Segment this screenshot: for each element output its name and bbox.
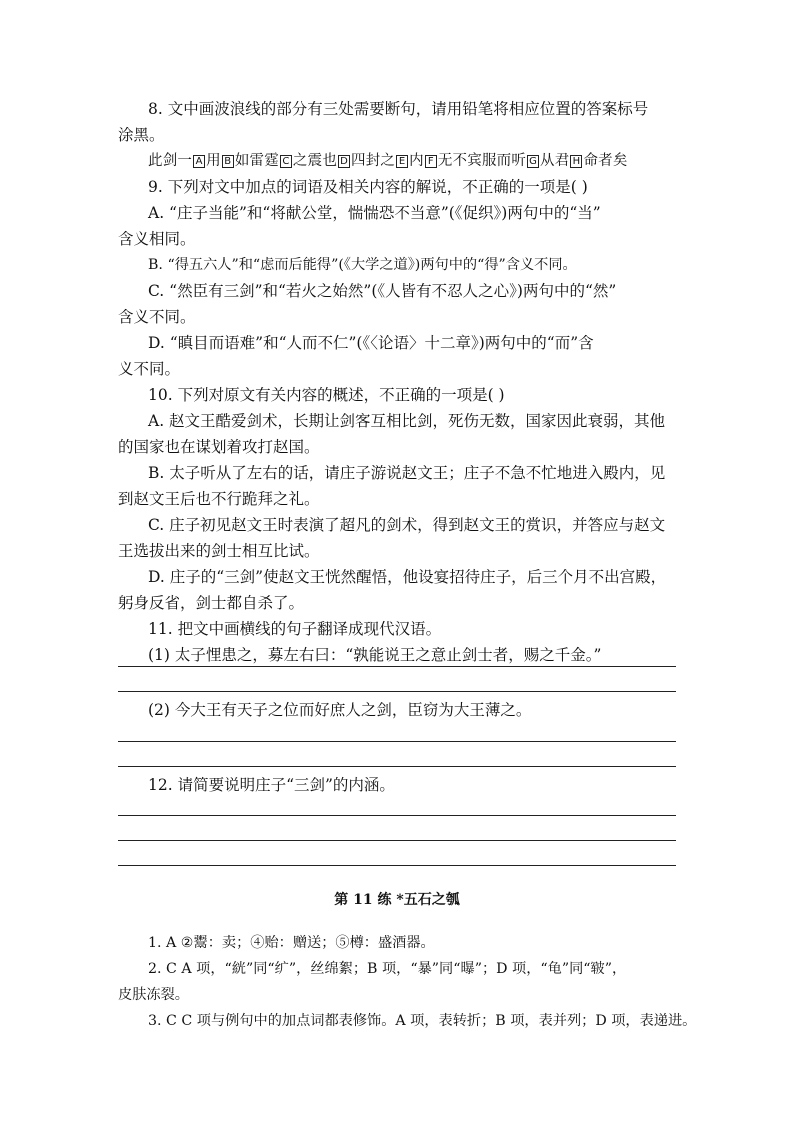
q8-answer-key xyxy=(148,148,678,174)
q10-option-d-line2: 躬身反省，剑士都自杀了。 xyxy=(118,594,305,612)
q10-option-c-line2: 王选拔出来的剑士相互比试。 xyxy=(118,542,320,560)
q8-seg-5: 内 xyxy=(409,153,424,169)
answer-3: 3. C C 项与例句中的加点词都表修饰。A 项，表转折；B 项，表并列；D 项，表递进。 xyxy=(148,1013,697,1029)
q9-option-a-line1: A. “庄子当能”和“将献公堂，惴惴恐不当意”(《促织》)两句中的“当” xyxy=(148,204,601,222)
q8-seg-6: 无不宾服而听 xyxy=(437,153,527,169)
answer-2-line1: 2. C A 项，“絖”同“纩”，丝绵絮；B 项，“暴”同“曝”；D 项，“龟”同“皲”， xyxy=(148,961,627,977)
q9-option-c-line1: C. “然臣有三剑”和“若火之始然”(《人皆有不忍人之心》)两句中的“然” xyxy=(148,282,617,300)
q8-box-h[interactable]: H xyxy=(570,155,582,168)
q8-line1: 8. 文中画波浪线的部分有三处需要断句，请用铅笔将相应位置的答案标号 xyxy=(148,100,649,118)
q8-seg-7: 从君 xyxy=(540,153,570,169)
answers-section-title: 第 11 练 *五石之瓠 xyxy=(334,892,460,908)
q10-option-b-line2: 到赵文王后也不行跪拜之礼。 xyxy=(118,490,320,508)
q9-option-c-line2: 含义不同。 xyxy=(118,308,196,326)
q8-seg-3: 之震也 xyxy=(292,153,338,169)
q10-option-b-line1: B. 太子听从了左右的话，请庄子游说赵文王；庄子不急不忙地进入殿内，见 xyxy=(148,464,666,482)
q9-option-d-line1: D. “瞋目而语难”和“人而不仁”(《〈论语〉十二章》)两句中的“而”含 xyxy=(148,334,594,352)
q9-option-d-line2: 义不同。 xyxy=(118,360,181,378)
q10-stem: 10. 下列对原文有关内容的概述，不正确的一项是( ) xyxy=(148,386,505,404)
q8-seg-0: 此剑一 xyxy=(148,153,193,169)
q12-answer-line-2[interactable] xyxy=(118,840,676,841)
q8-box-e[interactable]: E xyxy=(396,155,408,168)
q8-seg-8: 命者矣 xyxy=(583,153,628,169)
q11-sentence-2: (2) 今大王有天子之位而好庶人之剑，臣窃为大王薄之。 xyxy=(148,701,532,719)
q8-box-b[interactable]: B xyxy=(222,155,234,168)
q11-answer-line-2[interactable] xyxy=(118,691,676,692)
q8-line2: 涂黑。 xyxy=(118,126,165,144)
q8-box-a[interactable]: A xyxy=(193,155,205,168)
q11-answer-line-3[interactable] xyxy=(118,741,676,742)
q8-box-f[interactable]: F xyxy=(425,155,437,168)
q12-answer-line-1[interactable] xyxy=(118,815,676,816)
q8-box-d[interactable]: D xyxy=(338,155,350,168)
q10-option-c-line1: C. 庄子初见赵文王时表演了超凡的剑术，得到赵文王的赏识，并答应与赵文 xyxy=(148,516,666,534)
q9-stem: 9. 下列对文中加点的词语及相关内容的解说，不正确的一项是( ) xyxy=(148,178,588,196)
q12-answer-line-3[interactable] xyxy=(118,865,676,866)
q10-option-a-line1: A. 赵文王酷爱剑术，长期让剑客互相比剑，死伤无数，国家因此衰弱，其他 xyxy=(148,412,666,430)
q8-seg-4: 四封之 xyxy=(351,153,396,169)
q10-option-a-line2: 的国家也在谋划着攻打赵国。 xyxy=(118,438,320,456)
q11-sentence-1: (1) 太子悝患之，募左右曰：“孰能说王之意止剑士者，赐之千金。” xyxy=(148,646,602,664)
q11-answer-line-4[interactable] xyxy=(118,766,676,767)
q8-seg-1: 用 xyxy=(206,153,221,169)
q11-stem: 11. 把文中画横线的句子翻译成现代汉语。 xyxy=(148,620,442,638)
q9-option-a-line2: 含义相同。 xyxy=(118,230,196,248)
q8-box-c[interactable]: C xyxy=(280,155,292,168)
q9-option-b: B. “得五六人”和“虑而后能得”(《大学之道》)两句中的“得”含义不同。 xyxy=(148,257,577,273)
q11-answer-line-1[interactable] xyxy=(118,666,676,667)
q8-box-g[interactable]: G xyxy=(527,155,539,168)
q12-stem: 12. 请简要说明庄子“三剑”的内涵。 xyxy=(148,776,395,794)
answer-2-line2: 皮肤冻裂。 xyxy=(118,987,189,1003)
q8-seg-2: 如雷霆 xyxy=(234,153,279,169)
answer-1: 1. A ②鬻：卖；④贻：赠送；⑤樽：盛酒器。 xyxy=(148,935,435,951)
q10-option-d-line1: D. 庄子的“三剑”使赵文王恍然醒悟，他设宴招待庄子，后三个月不出宫殿， xyxy=(148,568,667,586)
